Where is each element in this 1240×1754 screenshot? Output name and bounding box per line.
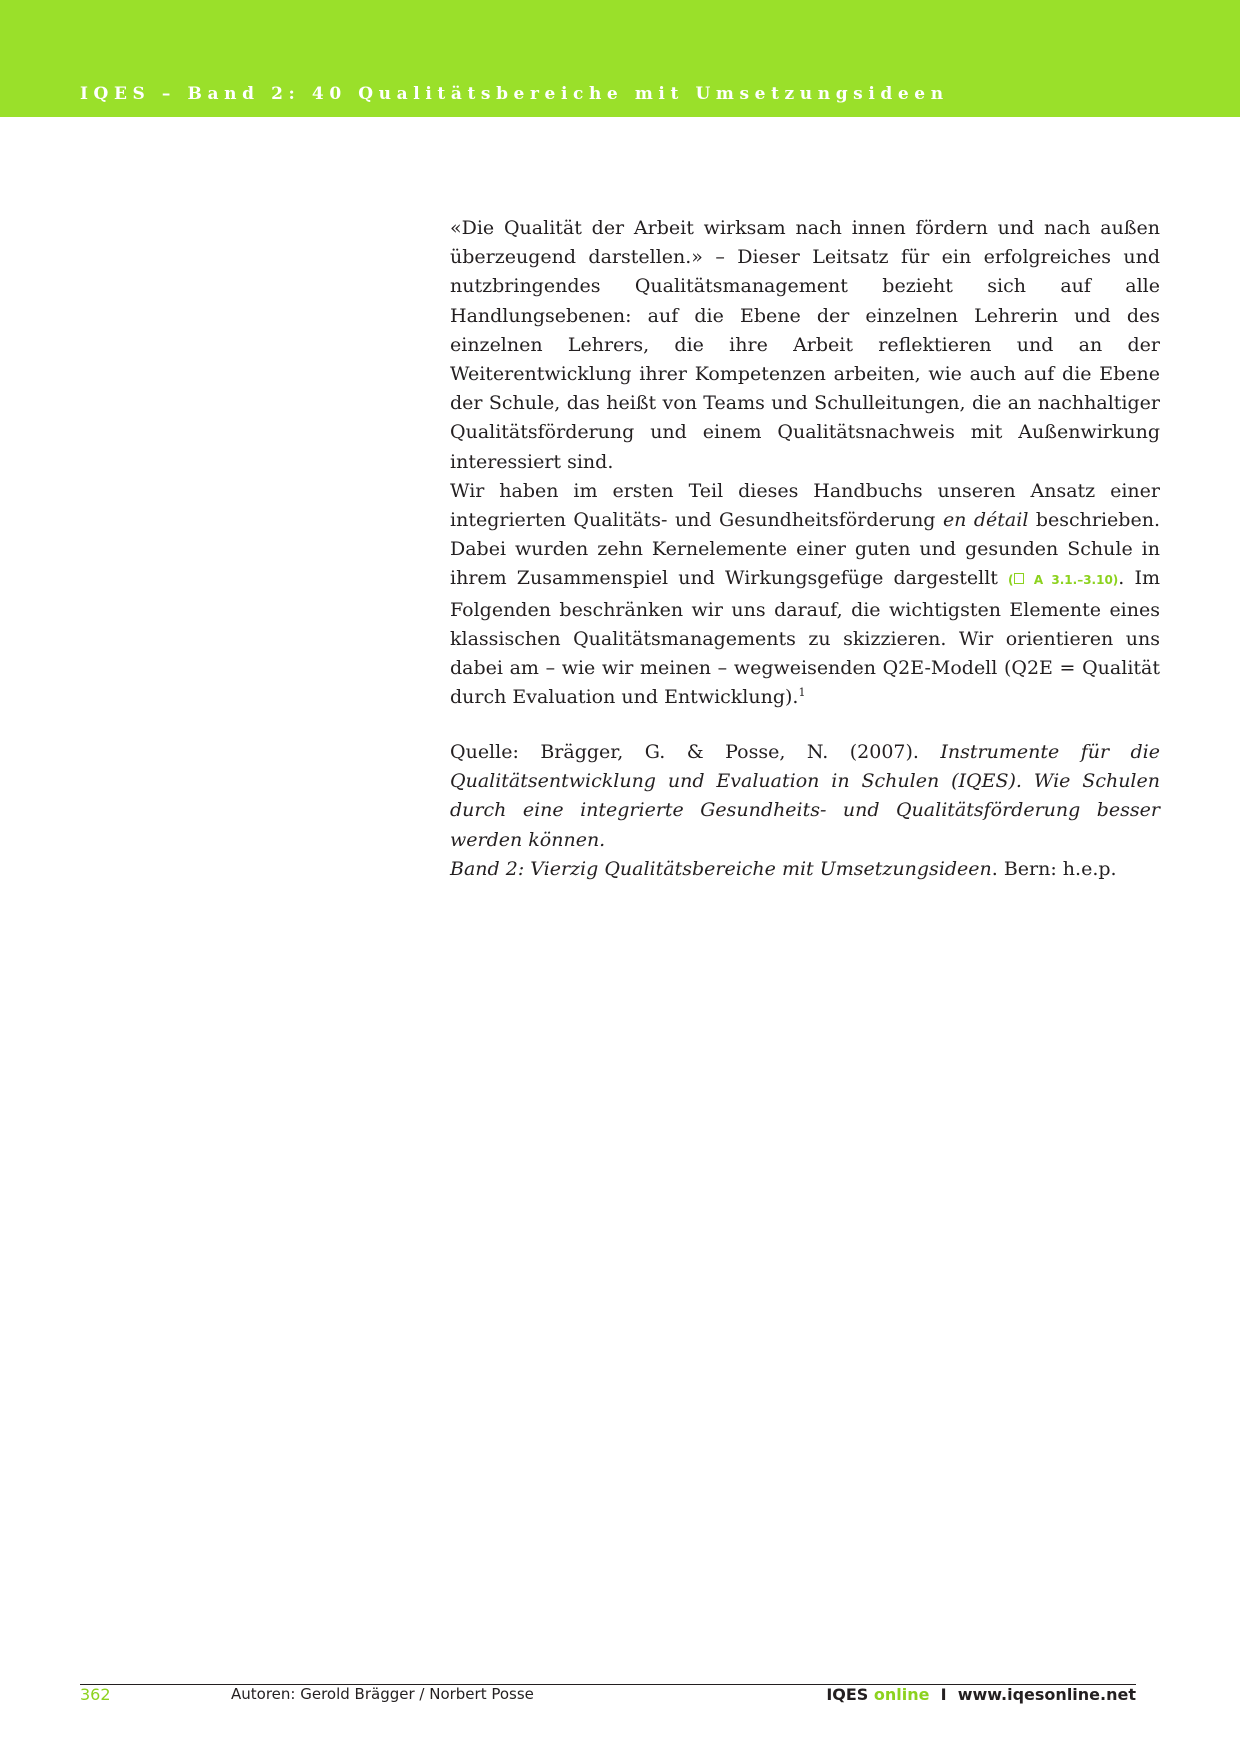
citation-band-line [450,855,1160,884]
cross-reference-link[interactable]: ( A 3.1.–3.10) [1008,573,1119,588]
citation-band: Band 2: Vierzig Qualitätsbereiche mit Umsetzungsideen [450,857,992,880]
paragraph-2-italic: en détail [942,509,1029,532]
cross-reference-label: A 3.1.–3.10 [1033,573,1113,588]
footnote-mark: 1 [798,686,806,700]
paragraph-2 [450,477,1160,713]
brand-separator: I [929,1685,958,1704]
paragraph-2-text-a: Wir haben im ersten Teil dieses Handbuchs unseren Ansatz einer integrierten Qualitäts- und Gesundheitsförderung [450,479,1160,532]
page-number: 362 [80,1685,111,1704]
running-header-title: IQES – Band 2: 40 Qualitätsbereiche mit Umsetzungsideen [80,84,949,104]
citation-prefix: Quelle: Brägger, G. & Posse, N. (2007). [450,741,941,763]
paragraph-2-text-b: beschrieben. Dabei wurden zehn Kernelemente einer guten und gesunden Schule in ihrem Zusammenspiel und Wirkungsgefüge dargestellt [450,509,1160,590]
paragraph-2-text-c: . Im Folgenden beschränken wir uns darauf, die wichtigsten Elemente eines klassischen Qualitätsmanagements zu skizzieren. Wir orientieren uns dabei am – wie wir meinen – wegweisenden Q2E-Modell (Q2E = Qualität durch Evaluation und Entwicklung). [450,567,1160,709]
source-citation [450,738,1160,884]
website-link[interactable]: www.iqesonline.net [957,1685,1136,1704]
brand-online: online [873,1685,930,1704]
brand-iqes: IQES [826,1685,874,1704]
paragraph-1: «Die Qualität der Arbeit wirksam nach innen fördern und nach außen überzeugend darstellen.» – Dieser Leitsatz für ein erfolgreiches und nutzbringendes Qualitätsmanagement bezieht sich auf alle Handlungsebenen: auf die Ebene der einzelnen Lehrerin und des einzelnen Lehrers, die ihre Arbeit reflektieren und an der Weiterentwicklung ihrer Kompetenzen arbeiten, wie auch auf die Ebene der Schule, das heißt von Teams und Schulleitungen, die an nachhaltiger Qualitätsförderung und einem Qualitätsnachweis mit Außenwirkung interessiert sind. [450,217,1160,473]
reference-box-icon [1014,573,1024,584]
main-text [450,214,1160,712]
citation-publisher: . Bern: h.e.p. [991,857,1117,880]
citation-title: Instrumente für die Qualitätsentwicklung und Evaluation in Schulen (IQES). Wie Schulen durch eine integrierte Gesundheits- und Qualitätsförderung besser werden können. [450,741,1161,851]
footer-brand [826,1685,1136,1704]
citation-line [450,738,1160,855]
footer-authors: Autoren: Gerold Brägger / Norbert Posse [231,1685,534,1703]
